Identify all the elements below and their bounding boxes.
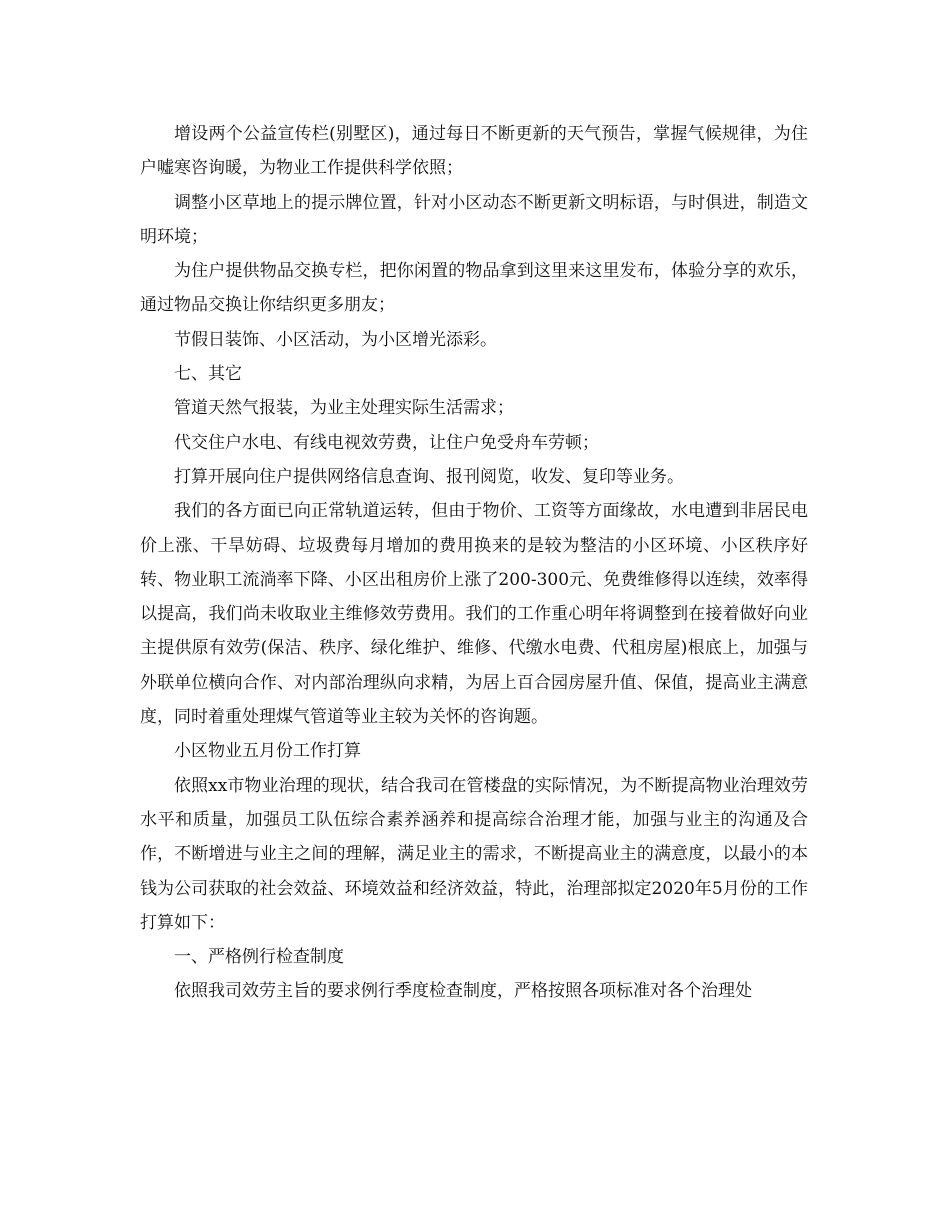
paragraph-introduction: 依照xx市物业治理的现状，结合我司在管楼盘的实际情况，为不断提高物业治理效劳水平和质量，加强员工队伍综合素养涵养和提高综合治理才能，加强与业主的沟通及合作，不断增进与业主之间的理解，满足业主的需求，不断提高业主的满意度，以最小的本钱为公司获取的社会效益、环境效益和经济效益，特此，治理部拟定2020年5月份的工作打算如下： [140,775,808,933]
paragraph-bill-payment: 代交住户水电、有线电视效劳费，让住户免受舟车劳顿； [174,432,599,453]
paragraph-bulletin-boards: 增设两个公益宣传栏(别墅区)，通过每日不断更新的天气预告，掌握气候规律，为住户嘘寒咨询暖，为物业工作提供科学依照； [140,124,808,179]
document-body [140,117,808,1009]
document-section-title: 小区物业五月份工作打算 [174,741,361,762]
paragraph-sign-adjustment: 调整小区草地上的提示牌位置，针对小区动态不断更新文明标语，与时俱进，制造文明环境； [140,192,808,247]
paragraph-network-services: 打算开展向住户提供网络信息查询、报刊阅览，收发、复印等业务。 [174,466,684,487]
section-heading-other: 七、其它 [174,364,242,385]
paragraph-summary: 我们的各方面已向正常轨道运转，但由于物价、工资等方面缘故，水电遭到非居民电价上涨、干旱妨碍、垃圾费每月增加的费用换来的是较为整洁的小区环境、小区秩序好转、物业职工流淌率下降、小区出租房价上涨了200-300元、免费维修得以连续，效率得以提高，我们尚未收取业主维修效劳费用。我们的工作重心明年将调整到在接着做好向业主提供原有效劳(保洁、秩序、绿化维护、维修、代缴水电费、代租房屋)根底上，加强与外联单位横向合作、对内部治理纵向求精，为居上百合园房屋升值、保值，提高业主满意度，同时着重处理煤气管道等业主较为关怀的咨询题。 [140,501,808,728]
paragraph-item-exchange: 为住户提供物品交换专栏，把你闲置的物品拿到这里来这里发布，体验分享的欢乐，通过物品交换让你结织更多朋友； [140,261,808,316]
section-heading-inspection: 一、严格例行检查制度 [174,947,344,968]
paragraph-inspection-system: 依照我司效劳主旨的要求例行季度检查制度，严格按照各项标准对各个治理处 [174,981,752,1002]
paragraph-gas-installation: 管道天然气报装，为业主处理实际生活需求； [174,398,514,419]
paragraph-holiday-decoration: 节假日装饰、小区活动，为小区增光添彩。 [174,329,497,350]
